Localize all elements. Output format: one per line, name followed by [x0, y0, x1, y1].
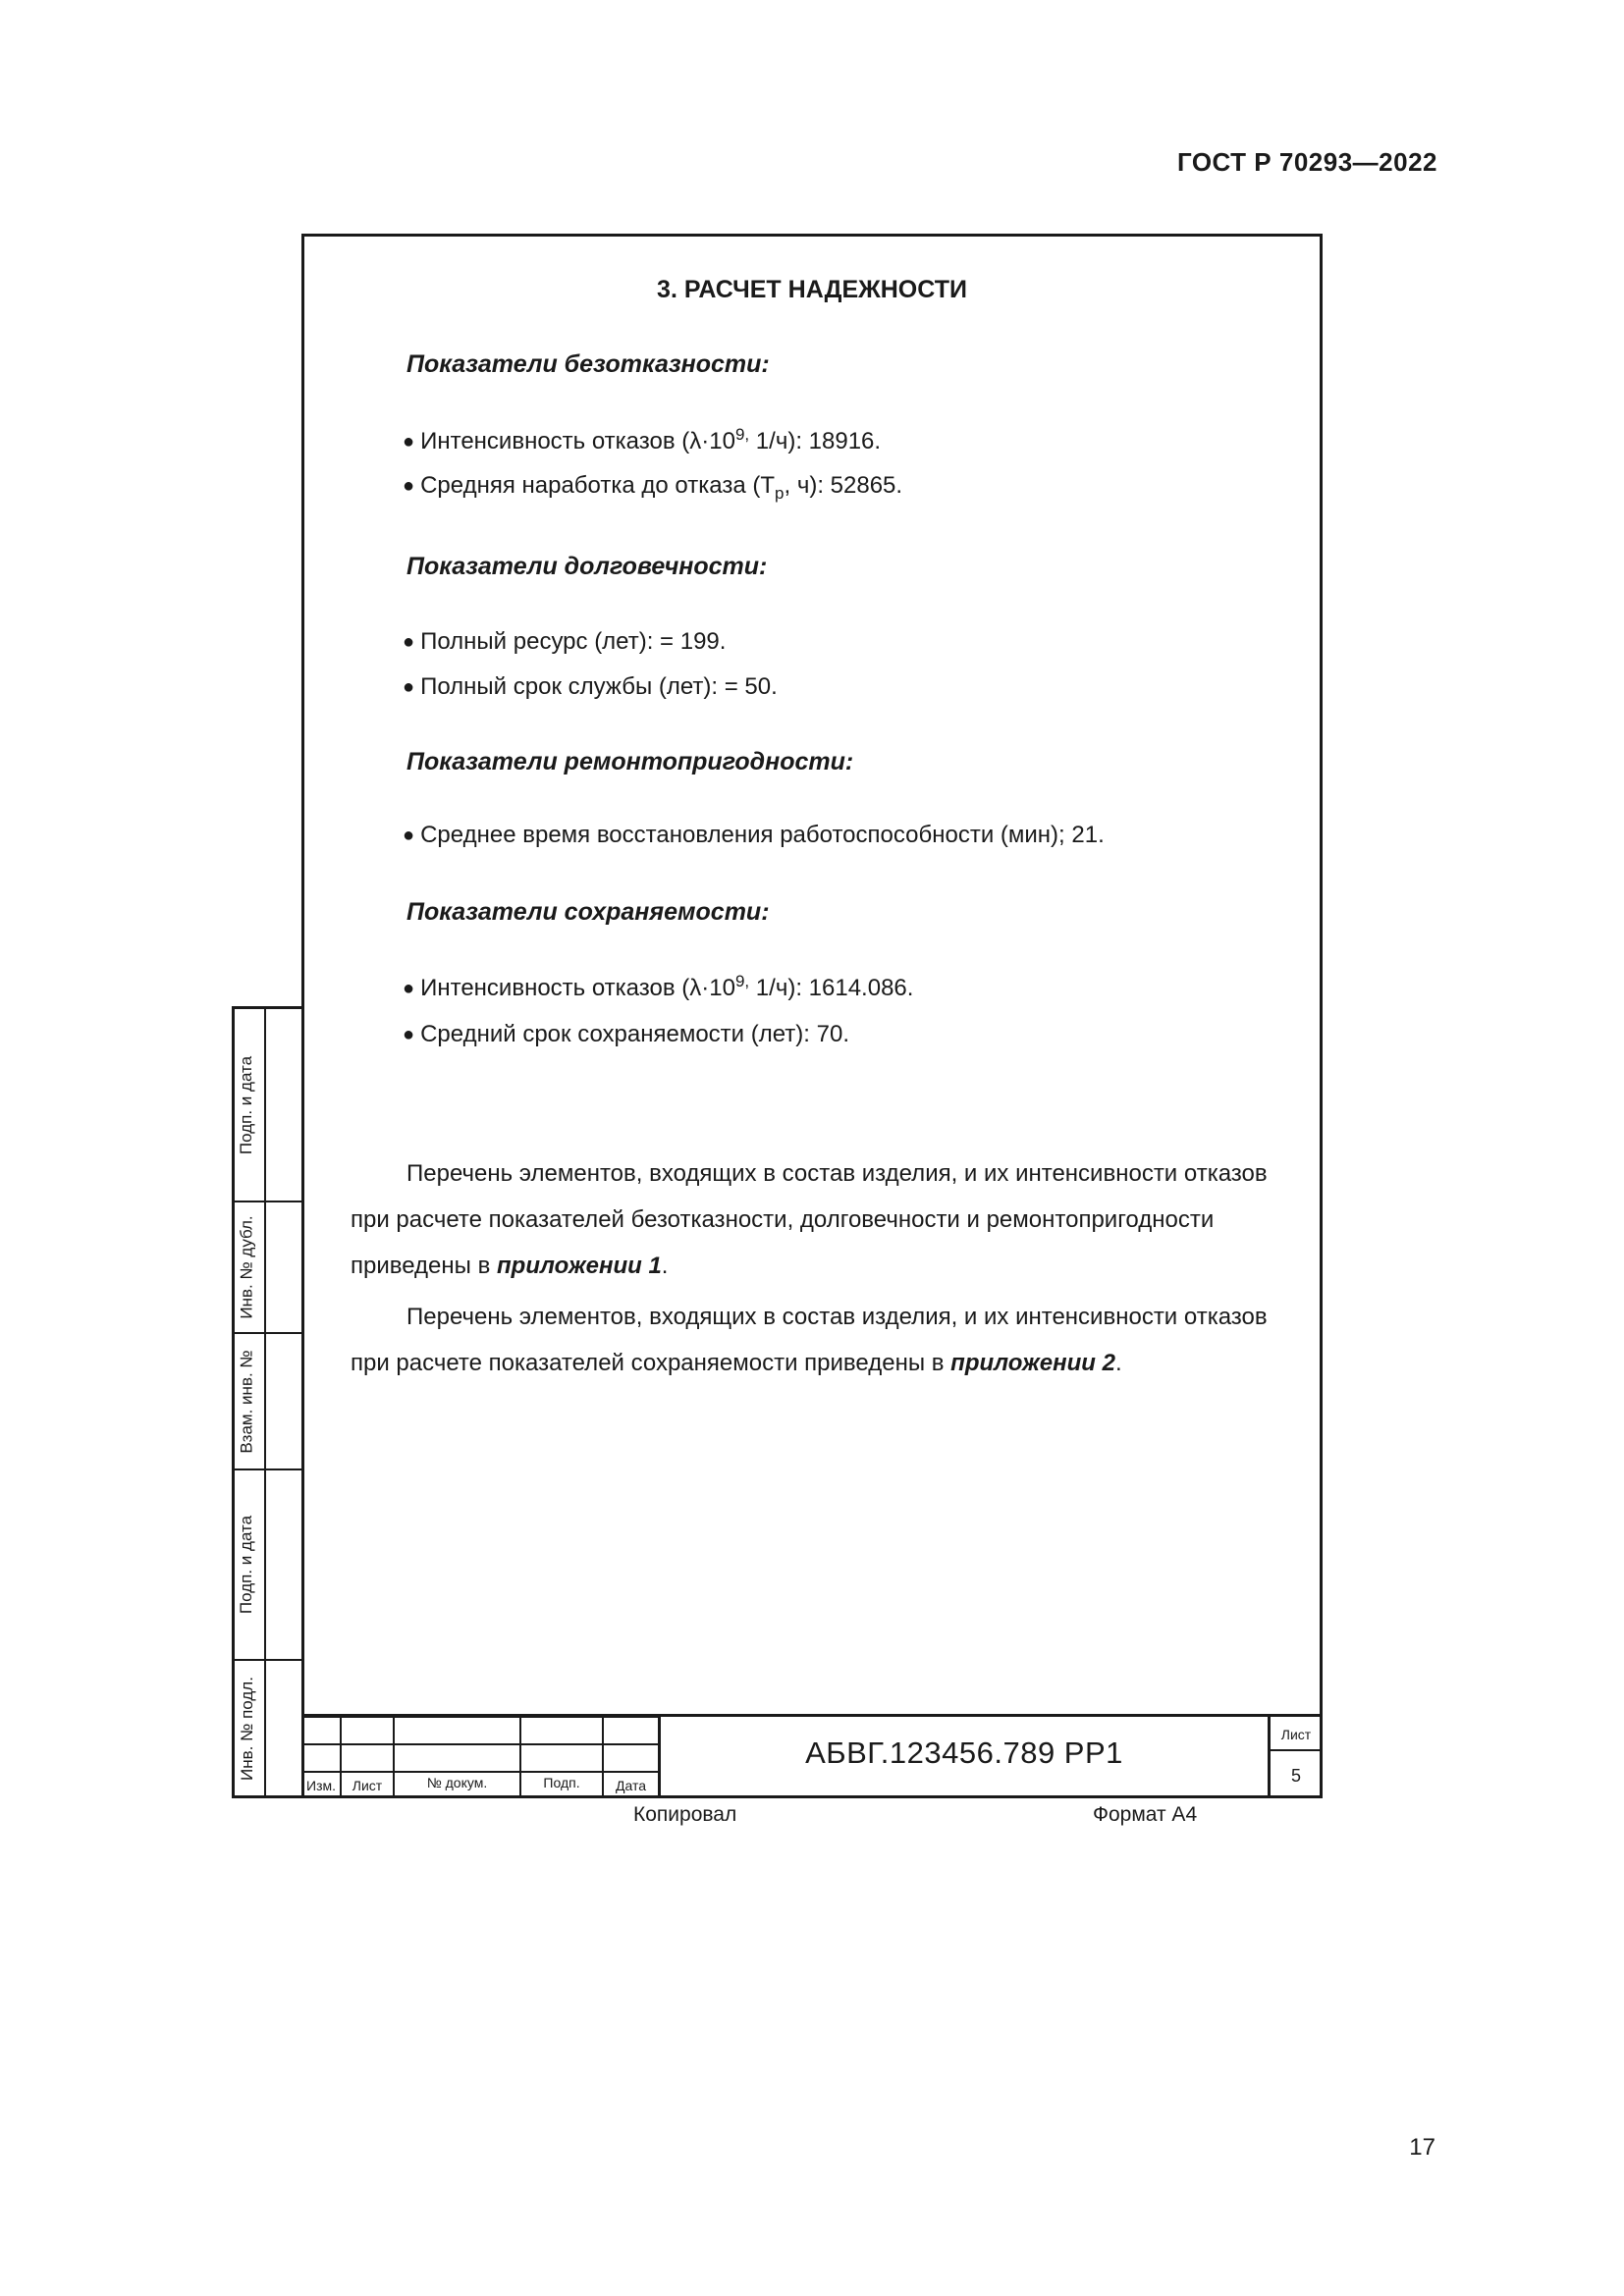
drawing-frame [301, 234, 1323, 1798]
side-label: Взам. инв. № [237, 1349, 256, 1454]
list-item: ● Интенсивность отказов ($\lambda\cdot 10^{9,}$ 1/ч): 18916. [403, 425, 882, 454]
footer-copied: Копировал [633, 1803, 737, 1826]
bullet-icon: ● [403, 825, 415, 846]
list-item: ● Средний срок сохраняемости (лет): 70. [403, 1021, 849, 1047]
footer-format: Формат А4 [1093, 1803, 1198, 1826]
standard-number: ГОСТ Р 70293—2022 [1176, 147, 1437, 177]
page-number: 17 [1409, 2134, 1435, 2161]
paragraph-appendix-2: Перечень элементов, входящих в состав изделия, и их интенсивности отказов при расчете показателей сохраняемости приведены в приложении 2. [351, 1304, 1268, 1376]
bullet-icon: ● [403, 475, 415, 497]
col-label: Дата [615, 1778, 646, 1793]
side-label: Подп. и дата [237, 1055, 256, 1154]
section-title: 3. РАСЧЕТ НАДЕЖНОСТИ [657, 276, 967, 303]
bullet-icon: ● [403, 431, 415, 453]
col-label: Изм. [306, 1778, 336, 1793]
list-item: ● Полный срок службы (лет): = 50. [403, 673, 778, 700]
col-label: № докум. [426, 1775, 488, 1790]
side-label: Инв. № дубл. [237, 1215, 256, 1319]
bullet-icon: ● [403, 676, 415, 698]
document-code: АБВГ.123456.789 РР1 [805, 1735, 1123, 1770]
bullet-icon: ● [403, 1024, 415, 1045]
heading-maintainability: Показатели ремонтопригодности: [406, 748, 854, 775]
heading-reliability: Показатели безотказности: [406, 350, 770, 378]
side-label: Инв. № подл. [237, 1676, 256, 1781]
sheet-label: Лист [1280, 1727, 1312, 1742]
list-item: ● Полный ресурс (лет): = 199. [403, 628, 727, 655]
heading-durability: Показатели долговечности: [406, 553, 768, 580]
list-item: ● Средняя наработка до отказа ($T_р$, ч): 52865. [403, 472, 903, 503]
bullet-icon: ● [403, 978, 415, 999]
col-label: Лист [352, 1778, 383, 1793]
list-item: ● Интенсивность отказов ($\lambda\cdot 10^{9,}$ 1/ч): 1614.086. [403, 972, 914, 1001]
col-label: Подп. [543, 1775, 580, 1790]
paragraph-appendix-1: Перечень элементов, входящих в состав изделия, и их интенсивности отказов при расчете показателей безотказности, долговечности и ремонтопригодности приведены в приложении 1. [351, 1160, 1268, 1279]
bullet-icon: ● [403, 631, 415, 653]
heading-storability: Показатели сохраняемости: [406, 898, 770, 926]
side-label: Подп. и дата [237, 1515, 256, 1615]
list-item: ● Среднее время восстановления работоспособности (мин); 21. [403, 822, 1105, 848]
sheet-number: 5 [1290, 1766, 1301, 1786]
